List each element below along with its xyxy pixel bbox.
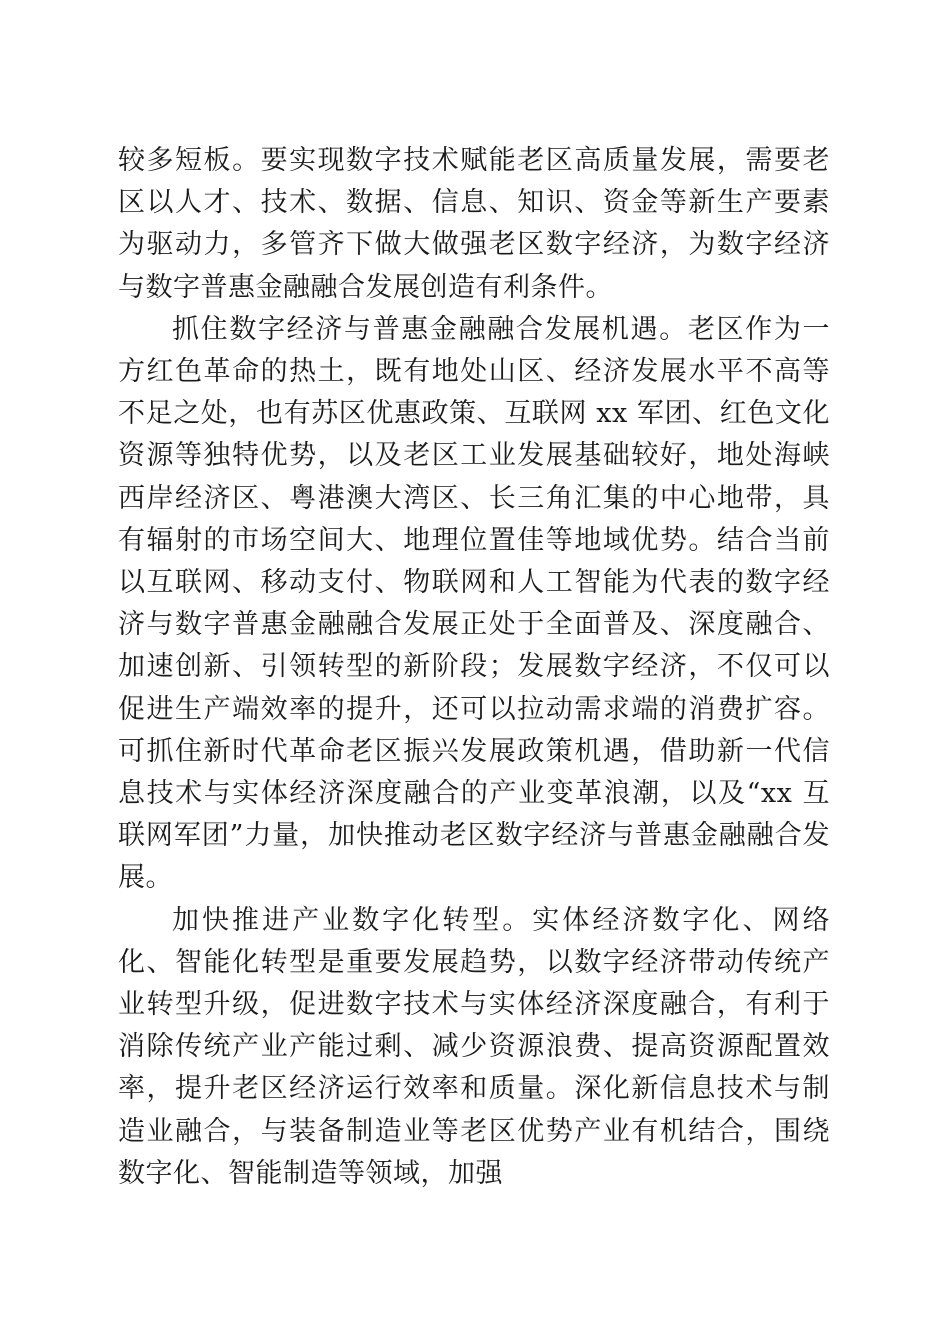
paragraph-intro-continuation: 较多短板。要实现数字技术赋能老区高质量发展，需要老区以人才、技术、数据、信息、知识、资金等新生产要素为驱动力，多管齐下做大做强老区数字经济，为数字经济与数字普惠金融融合发展创造有利条件。 — [118, 145, 830, 303]
document-body — [118, 140, 830, 1195]
paragraph-digital-economy-opportunity: 抓住数字经济与普惠金融融合发展机遇。老区作为一方红色革命的热土，既有地处山区、经济发展水平不高等不足之处，也有苏区优惠政策、互联网 xx 军团、红色文化资源等独特优势，以及老区工业发展基础较好，地处海峡西岸经济区、粤港澳大湾区、长三角汇集的中心地带，具有辐射的市场空间大、地理位置佳等地域优势。结合当前以互联网、移动支付、物联网和人工智能为代表的数字经济与数字普惠金融融合发展正处于全面普及、深度融合、加速创新、引领转型的新阶段；发展数字经济，不仅可以促进生产端效率的提升，还可以拉动需求端的消费扩容。可抓住新时代革命老区振兴发展政策机遇，借助新一代信息技术与实体经济深度融合的产业变革浪潮，以及“xx 互联网军团”力量，加快推动老区数字经济与普惠金融融合发展。 — [118, 313, 830, 894]
paragraph-industrial-digital-transformation: 加快推进产业数字化转型。实体经济数字化、网络化、智能化转型是重要发展趋势，以数字经济带动传统产业转型升级，促进数字技术与实体经济深度融合，有利于消除传统产业产能过剩、减少资源浪费、提高资源配置效率，提升老区经济运行效率和质量。深化新信息技术与制造业融合，与装备制造业等老区优势产业有机结合，围绕数字化、智能制造等领域，加强 — [118, 904, 830, 1189]
